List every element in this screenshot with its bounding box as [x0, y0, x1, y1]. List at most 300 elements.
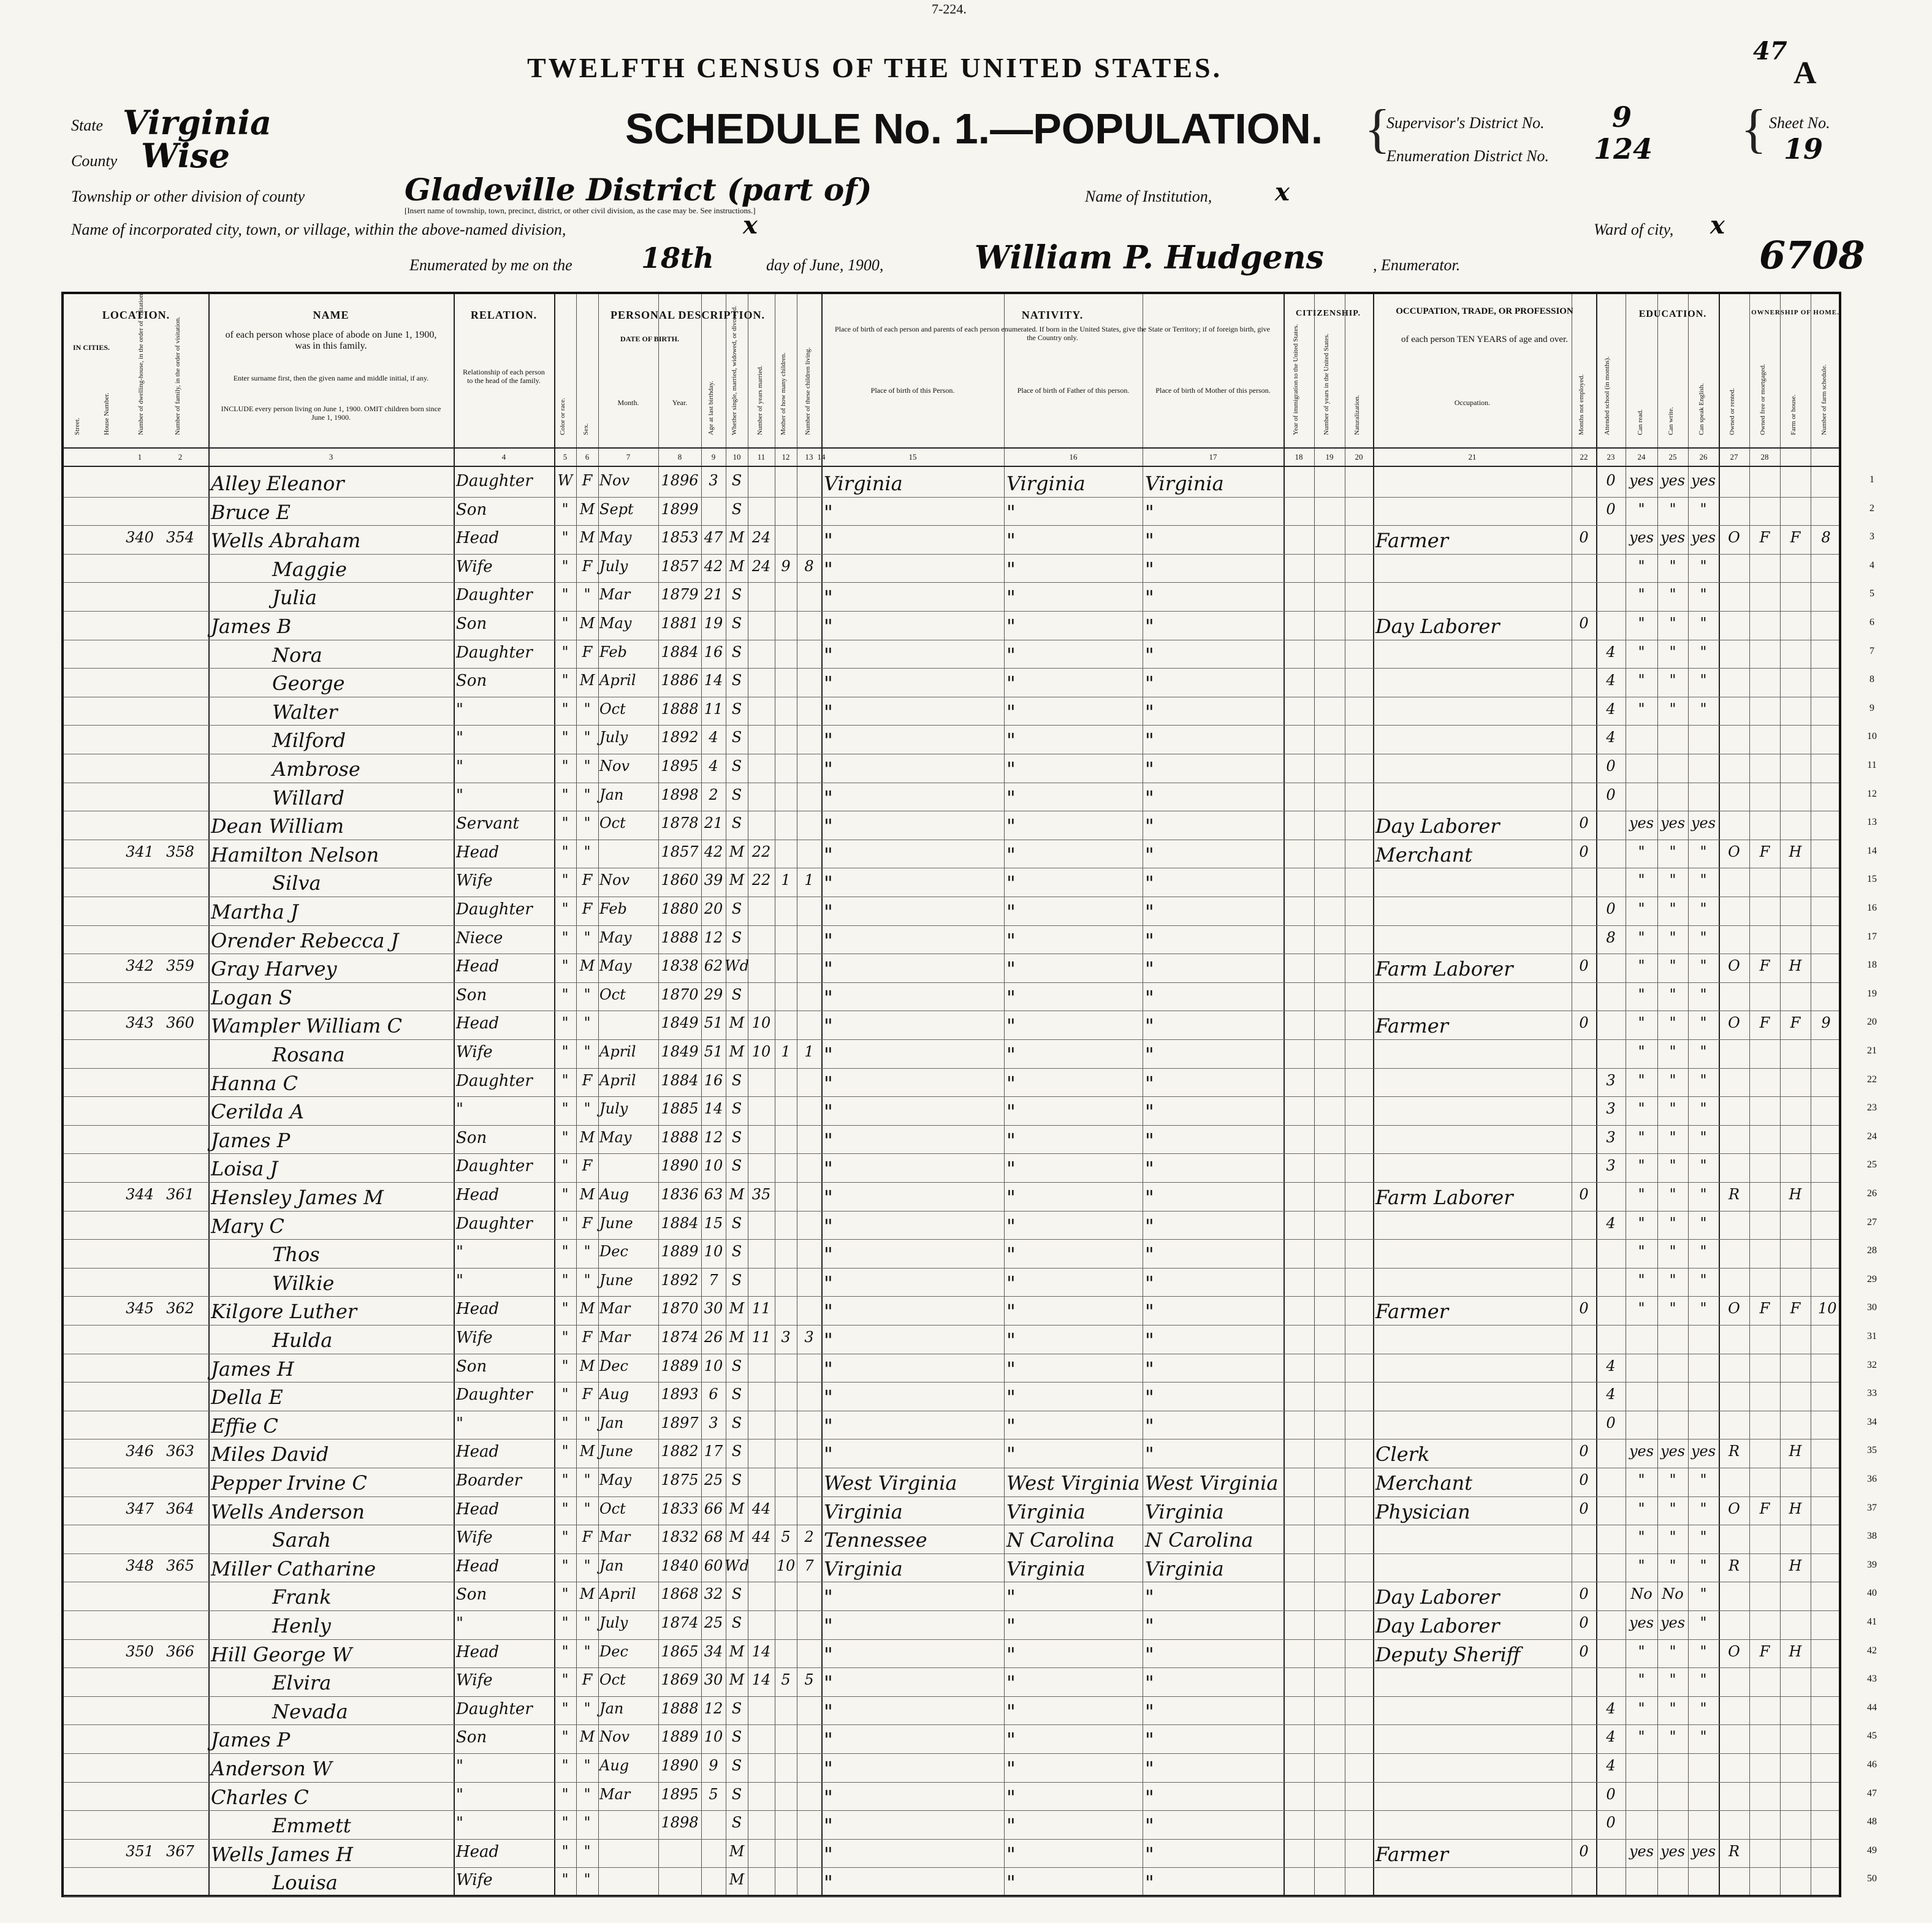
hdr-children-living: Number of these children living.	[804, 347, 812, 435]
owned-free-mortgaged	[1750, 1757, 1779, 1782]
can-speak-english: "	[1700, 1071, 1707, 1089]
attended-school: 0	[1606, 786, 1616, 803]
row-divider	[64, 611, 1839, 612]
row-divider	[64, 1753, 1839, 1754]
row-number: 36	[1867, 1474, 1877, 1484]
can-write: "	[1669, 928, 1676, 946]
age: 7	[709, 1271, 718, 1289]
months-not-employed: 0	[1579, 1471, 1589, 1489]
hdr-personal: PERSONAL DESCRIPTION.	[610, 309, 766, 321]
birthplace-mother: "	[1145, 1699, 1154, 1723]
farm-or-house: F	[1790, 1014, 1801, 1032]
can-write: "	[1669, 1728, 1676, 1746]
birthplace-person: "	[824, 700, 833, 724]
farm-or-house	[1781, 1671, 1810, 1696]
can-speak-english: "	[1700, 1614, 1707, 1631]
row-divider	[64, 1724, 1839, 1725]
relation: Wife	[456, 557, 493, 576]
can-speak-english	[1689, 1757, 1718, 1782]
birth-year: 1889	[661, 1243, 699, 1261]
color: "	[561, 1842, 569, 1860]
dwelling-number	[123, 729, 156, 754]
birthplace-person: "	[824, 900, 833, 924]
person-name: Loisa J	[211, 1157, 278, 1181]
person-name: Martha J	[211, 900, 299, 924]
farm-or-house	[1781, 1871, 1810, 1896]
can-read: "	[1638, 957, 1645, 975]
color: "	[561, 1671, 569, 1689]
family-number	[164, 558, 197, 583]
farm-or-house	[1781, 729, 1810, 754]
relation: Daughter	[456, 1071, 533, 1090]
family-number	[164, 615, 197, 640]
farm-schedule-number: 8	[1821, 529, 1831, 547]
farm-or-house	[1781, 501, 1810, 526]
months-not-employed	[1572, 1814, 1595, 1839]
sex: M	[579, 957, 595, 975]
row-number: 24	[1867, 1131, 1877, 1142]
can-speak-english	[1689, 1786, 1718, 1811]
can-speak-english: "	[1700, 1128, 1707, 1146]
dwelling-number	[123, 1129, 156, 1154]
can-read: "	[1638, 1243, 1645, 1261]
row-number: 25	[1867, 1159, 1877, 1170]
owned-free-mortgaged	[1750, 729, 1779, 754]
marital-status: S	[731, 814, 742, 832]
children-living	[797, 672, 821, 697]
birthplace-mother: "	[1145, 1329, 1154, 1352]
owned-rented: R	[1728, 1557, 1740, 1574]
birth-month: May	[599, 529, 632, 547]
owned-rented	[1719, 1215, 1749, 1240]
dwelling-number	[123, 1157, 156, 1182]
row-number: 50	[1867, 1873, 1877, 1884]
birthplace-father: "	[1006, 1357, 1016, 1381]
can-speak-english: "	[1700, 586, 1707, 604]
city-label: Name of incorporated city, town, or village, within the above-named division,	[71, 221, 566, 238]
birth-month: Dec	[599, 1243, 628, 1261]
years-married	[750, 1129, 772, 1154]
age: 30	[704, 1300, 723, 1318]
occupation	[1375, 1557, 1570, 1582]
mother-of	[775, 1814, 797, 1839]
enumerated-day: 18th	[641, 241, 714, 275]
row-number: 12	[1867, 788, 1877, 799]
enumerated-middle: day of June, 1900,	[766, 256, 884, 274]
dwelling-number: 340	[126, 529, 154, 547]
mother-of	[775, 1700, 797, 1725]
birth-year: 1893	[661, 1386, 699, 1403]
relation: Wife	[456, 1329, 493, 1347]
can-write	[1658, 1357, 1687, 1383]
birth-month: Jan	[599, 1557, 624, 1574]
birthplace-father: "	[1006, 1614, 1016, 1637]
attended-school	[1596, 1471, 1626, 1496]
can-read	[1627, 1786, 1656, 1811]
color: "	[561, 1214, 569, 1232]
age: 21	[704, 586, 723, 604]
birthplace-person: "	[824, 843, 833, 867]
dwelling-number: 341	[126, 843, 154, 860]
mother-of	[775, 1786, 797, 1811]
years-married	[750, 501, 772, 526]
attended-school	[1596, 1643, 1626, 1668]
owned-free-mortgaged	[1750, 757, 1779, 783]
can-speak-english: "	[1700, 1471, 1707, 1489]
owned-free-mortgaged	[1750, 700, 1779, 726]
can-speak-english: "	[1700, 1157, 1707, 1175]
marital-status: S	[731, 1728, 742, 1746]
attended-school: 0	[1606, 1785, 1616, 1803]
column-number-line	[64, 447, 1839, 449]
hdr-owned-rented: Owned or rented.	[1729, 388, 1736, 435]
birthplace-father: "	[1006, 1243, 1016, 1267]
years-married	[750, 1614, 772, 1639]
dwelling-number	[123, 615, 156, 640]
birthplace-mother: "	[1145, 900, 1154, 924]
birthplace-mother: "	[1145, 1243, 1154, 1267]
color: "	[561, 1871, 569, 1889]
farm-or-house	[1781, 1043, 1810, 1068]
column-number: 2	[178, 452, 183, 461]
occupation	[1375, 757, 1570, 783]
birth-year: 1857	[661, 843, 699, 860]
marital-status: S	[731, 729, 742, 746]
person-name: Nevada	[272, 1699, 348, 1723]
birth-year: 1884	[661, 643, 699, 661]
mother-of: 5	[781, 1528, 791, 1546]
can-speak-english: "	[1700, 700, 1707, 718]
farm-or-house	[1781, 814, 1810, 840]
dwelling-number	[123, 472, 156, 497]
birthplace-mother: "	[1145, 1300, 1154, 1324]
marital-status: S	[731, 1814, 742, 1832]
occupation: Clerk	[1375, 1443, 1430, 1466]
birth-month: Mar	[599, 1300, 631, 1318]
row-number: 2	[1869, 503, 1874, 514]
occupation: Merchant	[1375, 843, 1473, 867]
birthplace-mother: "	[1145, 786, 1154, 810]
can-write: "	[1669, 1300, 1676, 1318]
owned-rented	[1719, 1129, 1749, 1154]
age: 14	[704, 1100, 723, 1118]
person-name: Hensley James M	[211, 1186, 384, 1209]
can-speak-english: "	[1700, 1500, 1707, 1517]
children-living: 8	[804, 557, 814, 575]
color: "	[561, 843, 569, 860]
enumeration-value: 124	[1594, 132, 1653, 165]
farm-or-house	[1781, 1329, 1810, 1354]
sex: "	[584, 1100, 591, 1118]
person-name: Mary C	[211, 1214, 284, 1238]
can-read: "	[1638, 500, 1645, 518]
birthplace-father: "	[1006, 1585, 1016, 1609]
marital-status: S	[731, 586, 742, 604]
owned-rented	[1719, 1757, 1749, 1782]
hdr-years-us: Number of years in the United States.	[1323, 333, 1330, 435]
farm-or-house	[1781, 672, 1810, 697]
dwelling-number	[123, 900, 156, 925]
color: "	[561, 757, 569, 775]
attended-school: 0	[1606, 900, 1616, 917]
occupation	[1375, 871, 1570, 897]
children-living	[797, 1272, 821, 1297]
birthplace-person: "	[824, 1243, 833, 1267]
divider-sex	[598, 294, 599, 1895]
color: W	[557, 472, 573, 489]
birthplace-father: "	[1006, 1414, 1016, 1438]
sex: "	[584, 1243, 591, 1261]
hdr-name-note2: INCLUDE every person living on June 1, 1900. OMIT children born since June 1, 1900.	[221, 404, 441, 422]
owned-rented	[1719, 1871, 1749, 1896]
owned-rented	[1719, 1671, 1749, 1696]
birthplace-father: West Virginia	[1006, 1471, 1140, 1495]
attended-school	[1596, 1557, 1626, 1582]
children-living	[797, 1728, 821, 1753]
owned-free-mortgaged	[1750, 1243, 1779, 1268]
marital-status: S	[731, 1357, 742, 1375]
can-write: "	[1669, 1699, 1676, 1717]
row-divider	[64, 1182, 1839, 1183]
birthplace-person: "	[824, 615, 833, 638]
sex: F	[582, 1214, 593, 1232]
years-married	[750, 1272, 772, 1297]
person-name: Hill George W	[211, 1642, 352, 1666]
township-label: Township or other division of county	[71, 188, 305, 205]
can-write: "	[1669, 1128, 1676, 1146]
can-speak-english	[1689, 1329, 1718, 1354]
relation: Son	[456, 615, 487, 633]
can-read: "	[1638, 1528, 1645, 1546]
birth-year: 1853	[661, 529, 699, 547]
sex: F	[582, 1671, 593, 1689]
children-living	[797, 1243, 821, 1268]
months-not-employed	[1572, 1215, 1595, 1240]
birthplace-mother: "	[1145, 500, 1154, 524]
owned-rented	[1719, 814, 1749, 840]
birthplace-father: "	[1006, 1271, 1016, 1295]
birthplace-person: "	[824, 1842, 833, 1866]
relation: Head	[456, 957, 500, 976]
mother-of	[775, 1215, 797, 1240]
occupation	[1375, 1215, 1570, 1240]
children-living	[797, 900, 821, 925]
farm-schedule-number	[1818, 1814, 1834, 1839]
row-number: 18	[1867, 960, 1877, 971]
person-name: Louisa	[272, 1871, 338, 1895]
dwelling-number	[123, 700, 156, 726]
children-living	[797, 843, 821, 868]
occupation	[1375, 1700, 1570, 1725]
row-number: 9	[1869, 702, 1874, 713]
marital-status: Wd	[724, 957, 750, 975]
can-write: "	[1669, 1014, 1676, 1032]
row-number: 10	[1867, 731, 1877, 742]
children-living	[797, 586, 821, 611]
age: 30	[704, 1671, 723, 1689]
farm-schedule-number	[1818, 586, 1834, 611]
person-name: Logan S	[211, 985, 292, 1009]
owned-rented	[1719, 1528, 1749, 1553]
divider-naturalization	[1373, 294, 1374, 1895]
farm-or-house	[1781, 986, 1810, 1011]
attended-school: 3	[1606, 1128, 1616, 1146]
marital-status: M	[729, 529, 745, 547]
column-number: 13	[805, 452, 813, 461]
age: 10	[704, 1728, 723, 1746]
birth-month: Feb	[599, 643, 627, 661]
row-number: 30	[1867, 1302, 1877, 1313]
birth-year: 1869	[661, 1671, 699, 1689]
sex: "	[584, 1699, 591, 1717]
birthplace-person: "	[824, 1614, 833, 1637]
column-number: 23	[1607, 452, 1615, 461]
can-read	[1627, 786, 1656, 811]
row-number: 6	[1869, 617, 1874, 628]
birthplace-mother: "	[1145, 643, 1154, 667]
birth-month: Mar	[599, 1528, 631, 1546]
birthplace-father: "	[1006, 1785, 1016, 1809]
birthplace-mother: "	[1145, 1614, 1154, 1637]
column-number: 1	[137, 452, 142, 461]
person-name: George	[272, 672, 345, 696]
children-living	[797, 729, 821, 754]
occupation: Deputy Sheriff	[1375, 1642, 1521, 1666]
person-name: James B	[211, 615, 292, 638]
farm-schedule-number	[1818, 1585, 1834, 1610]
can-speak-english: "	[1700, 843, 1707, 860]
marital-status: S	[731, 900, 742, 917]
row-number: 31	[1867, 1331, 1877, 1341]
mother-of: 5	[781, 1671, 791, 1689]
family-number: 367	[166, 1842, 194, 1860]
color: "	[561, 1528, 569, 1546]
farm-schedule-number	[1818, 843, 1834, 868]
owned-free-mortgaged	[1750, 1585, 1779, 1610]
birthplace-father: "	[1006, 1043, 1016, 1066]
months-not-employed: 0	[1579, 1443, 1589, 1460]
column-number: 22	[1580, 452, 1588, 461]
can-read	[1627, 1329, 1656, 1354]
attended-school	[1596, 1871, 1626, 1896]
dwelling-number	[123, 1357, 156, 1383]
birthplace-mother: "	[1145, 757, 1154, 781]
farm-schedule-number	[1818, 700, 1834, 726]
sex: F	[582, 1329, 593, 1346]
occupation	[1375, 1728, 1570, 1753]
row-divider	[64, 1268, 1839, 1269]
attended-school	[1596, 1443, 1626, 1468]
divider-children	[821, 294, 823, 1895]
sex: "	[584, 757, 591, 775]
hdr-immigration: Year of immigration to the United States.	[1292, 324, 1299, 435]
family-number: 363	[166, 1443, 194, 1460]
farm-or-house	[1781, 757, 1810, 783]
institution-value: x	[1275, 178, 1290, 207]
family-number	[164, 1786, 197, 1811]
birthplace-mother: Virginia	[1145, 1557, 1224, 1580]
occupation: Merchant	[1375, 1471, 1473, 1495]
marital-status: S	[731, 1128, 742, 1146]
sex: M	[579, 1443, 595, 1460]
can-speak-english	[1689, 757, 1718, 783]
owned-free-mortgaged: F	[1759, 957, 1770, 975]
owned-free-mortgaged: F	[1759, 1300, 1770, 1318]
children-living	[797, 814, 821, 840]
years-married	[750, 814, 772, 840]
color: "	[561, 1642, 569, 1660]
row-divider	[64, 1382, 1839, 1383]
dwelling-number: 351	[126, 1842, 154, 1860]
color: "	[561, 1699, 569, 1717]
relation: Servant	[456, 814, 520, 833]
farm-schedule-number	[1818, 1671, 1834, 1696]
months-not-employed	[1572, 900, 1595, 925]
can-write: "	[1669, 1157, 1676, 1175]
birth-year: 1885	[661, 1100, 699, 1118]
can-speak-english: yes	[1690, 1443, 1716, 1460]
mother-of	[775, 1157, 797, 1182]
farm-or-house: H	[1789, 843, 1802, 860]
relation: Son	[456, 985, 487, 1004]
hdr-dob: DATE OF BIRTH.	[620, 335, 679, 343]
farm-schedule-number	[1818, 1186, 1834, 1211]
row-divider	[64, 1039, 1839, 1040]
color: "	[561, 557, 569, 575]
mother-of	[775, 1014, 797, 1039]
marital-status: M	[729, 557, 745, 575]
birth-year: 1884	[661, 1214, 699, 1232]
months-not-employed	[1572, 1528, 1595, 1553]
row-number: 17	[1867, 931, 1877, 942]
children-living	[797, 1157, 821, 1182]
birthplace-father: "	[1006, 1728, 1016, 1752]
months-not-employed	[1572, 672, 1595, 697]
sex: "	[584, 1271, 591, 1289]
owned-rented	[1719, 1386, 1749, 1411]
attended-school: 4	[1606, 1699, 1616, 1717]
occupation: Day Laborer	[1375, 814, 1500, 838]
months-not-employed	[1572, 1671, 1595, 1696]
column-number: 16	[1069, 452, 1078, 461]
can-write: "	[1669, 615, 1676, 632]
row-divider	[64, 1211, 1839, 1212]
row-divider	[64, 1325, 1839, 1326]
mother-of: 9	[781, 557, 791, 575]
mother-of	[775, 1614, 797, 1639]
birth-month	[599, 1157, 657, 1182]
farm-or-house	[1781, 1129, 1810, 1154]
dwelling-number	[123, 586, 156, 611]
birth-month: Aug	[599, 1757, 629, 1774]
birth-year: 1833	[661, 1500, 699, 1517]
farm-schedule-number	[1818, 814, 1834, 840]
years-married	[750, 1215, 772, 1240]
children-living	[797, 529, 821, 554]
attended-school: 4	[1606, 643, 1616, 661]
months-not-employed	[1572, 1129, 1595, 1154]
birthplace-mother: "	[1145, 1100, 1154, 1124]
hdr-street: Street.	[74, 417, 81, 435]
years-married: 14	[751, 1642, 771, 1660]
relation: Head	[456, 843, 500, 862]
relation: "	[456, 786, 463, 805]
years-married	[750, 1871, 772, 1896]
person-name: Hanna C	[211, 1071, 298, 1095]
relation: Daughter	[456, 1157, 533, 1176]
years-married	[750, 1414, 772, 1439]
row-number: 37	[1867, 1502, 1877, 1513]
